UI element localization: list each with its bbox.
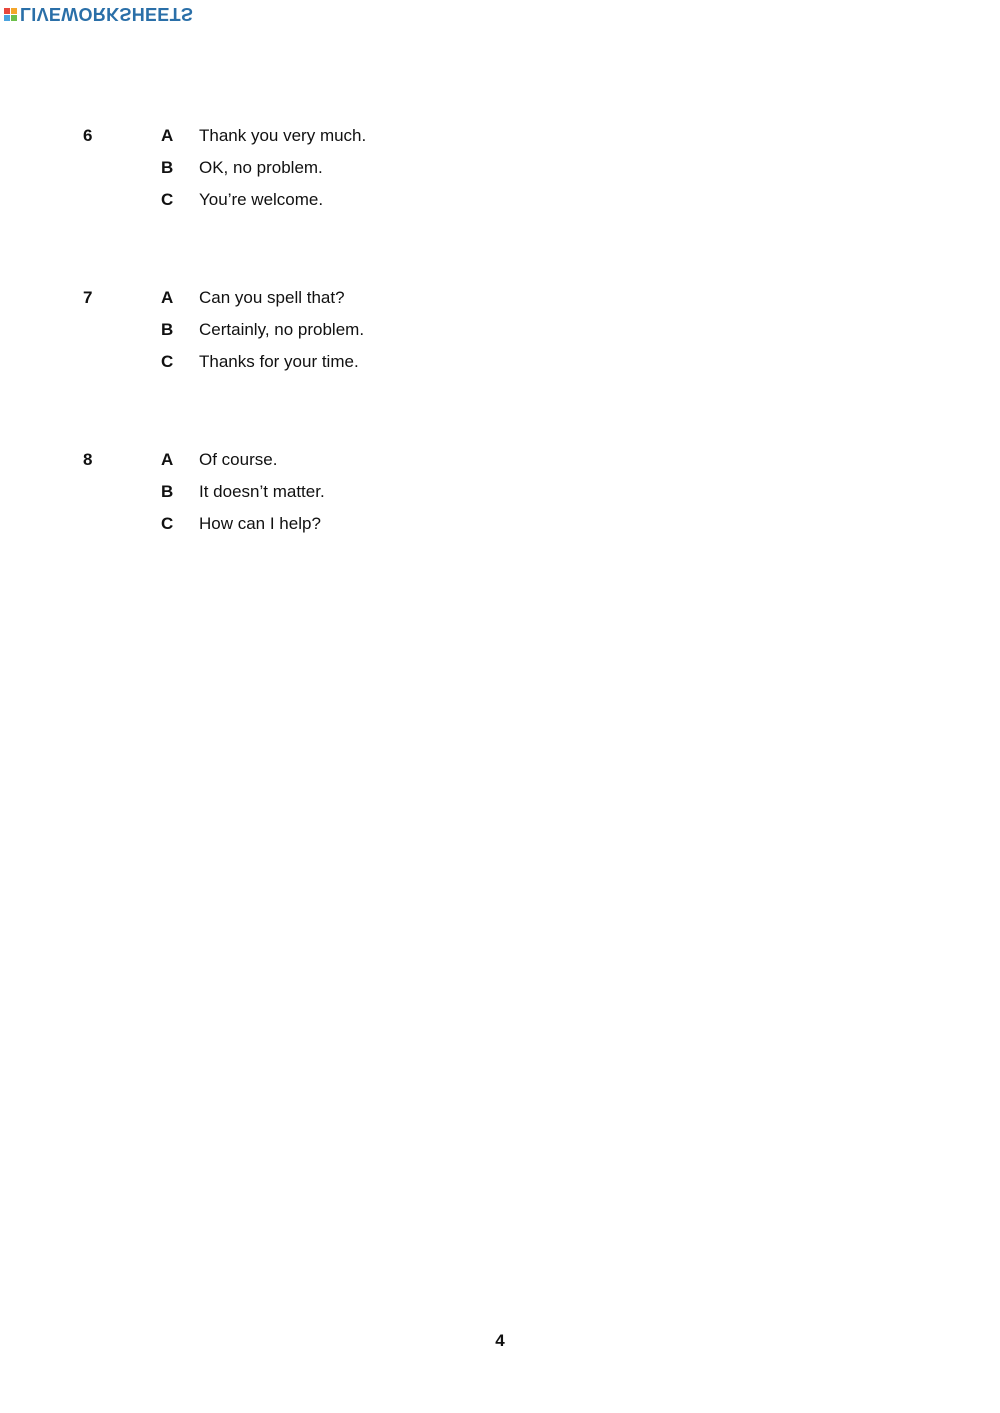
option-text: Thanks for your time. [199,352,359,371]
option-text: Thank you very much. [199,126,367,145]
option-letter: B [161,158,174,177]
option-text: Of course. [199,450,278,469]
option-letter: A [161,288,174,307]
option-text: Can you spell that? [199,288,345,307]
option-text: OK, no problem. [199,158,323,177]
option-6c[interactable] [0,190,1000,214]
liveworksheets-logo [4,4,193,24]
option-letter: C [161,514,174,533]
logo-squares-icon [4,8,17,21]
option-letter: A [161,450,174,469]
option-letter: B [161,482,174,501]
question-number: 7 [83,288,93,307]
option-letter: C [161,190,174,209]
option-6a[interactable] [0,126,1000,150]
question-number: 8 [83,450,93,469]
option-8a[interactable] [0,450,1000,474]
option-letter: A [161,126,174,145]
option-7b[interactable] [0,320,1000,344]
option-7c[interactable] [0,352,1000,376]
option-6b[interactable] [0,158,1000,182]
option-8c[interactable] [0,514,1000,538]
option-letter: B [161,320,174,339]
question-number: 6 [83,126,93,145]
option-text: Certainly, no problem. [199,320,365,339]
option-7a[interactable] [0,288,1000,312]
option-text: It doesn’t matter. [199,482,325,501]
page-number: 4 [495,1331,505,1350]
logo-text: LIVEWORKSHEETS [20,4,194,24]
option-8b[interactable] [0,482,1000,506]
option-text: How can I help? [199,514,321,533]
option-text: You’re welcome. [199,190,324,209]
option-letter: C [161,352,174,371]
